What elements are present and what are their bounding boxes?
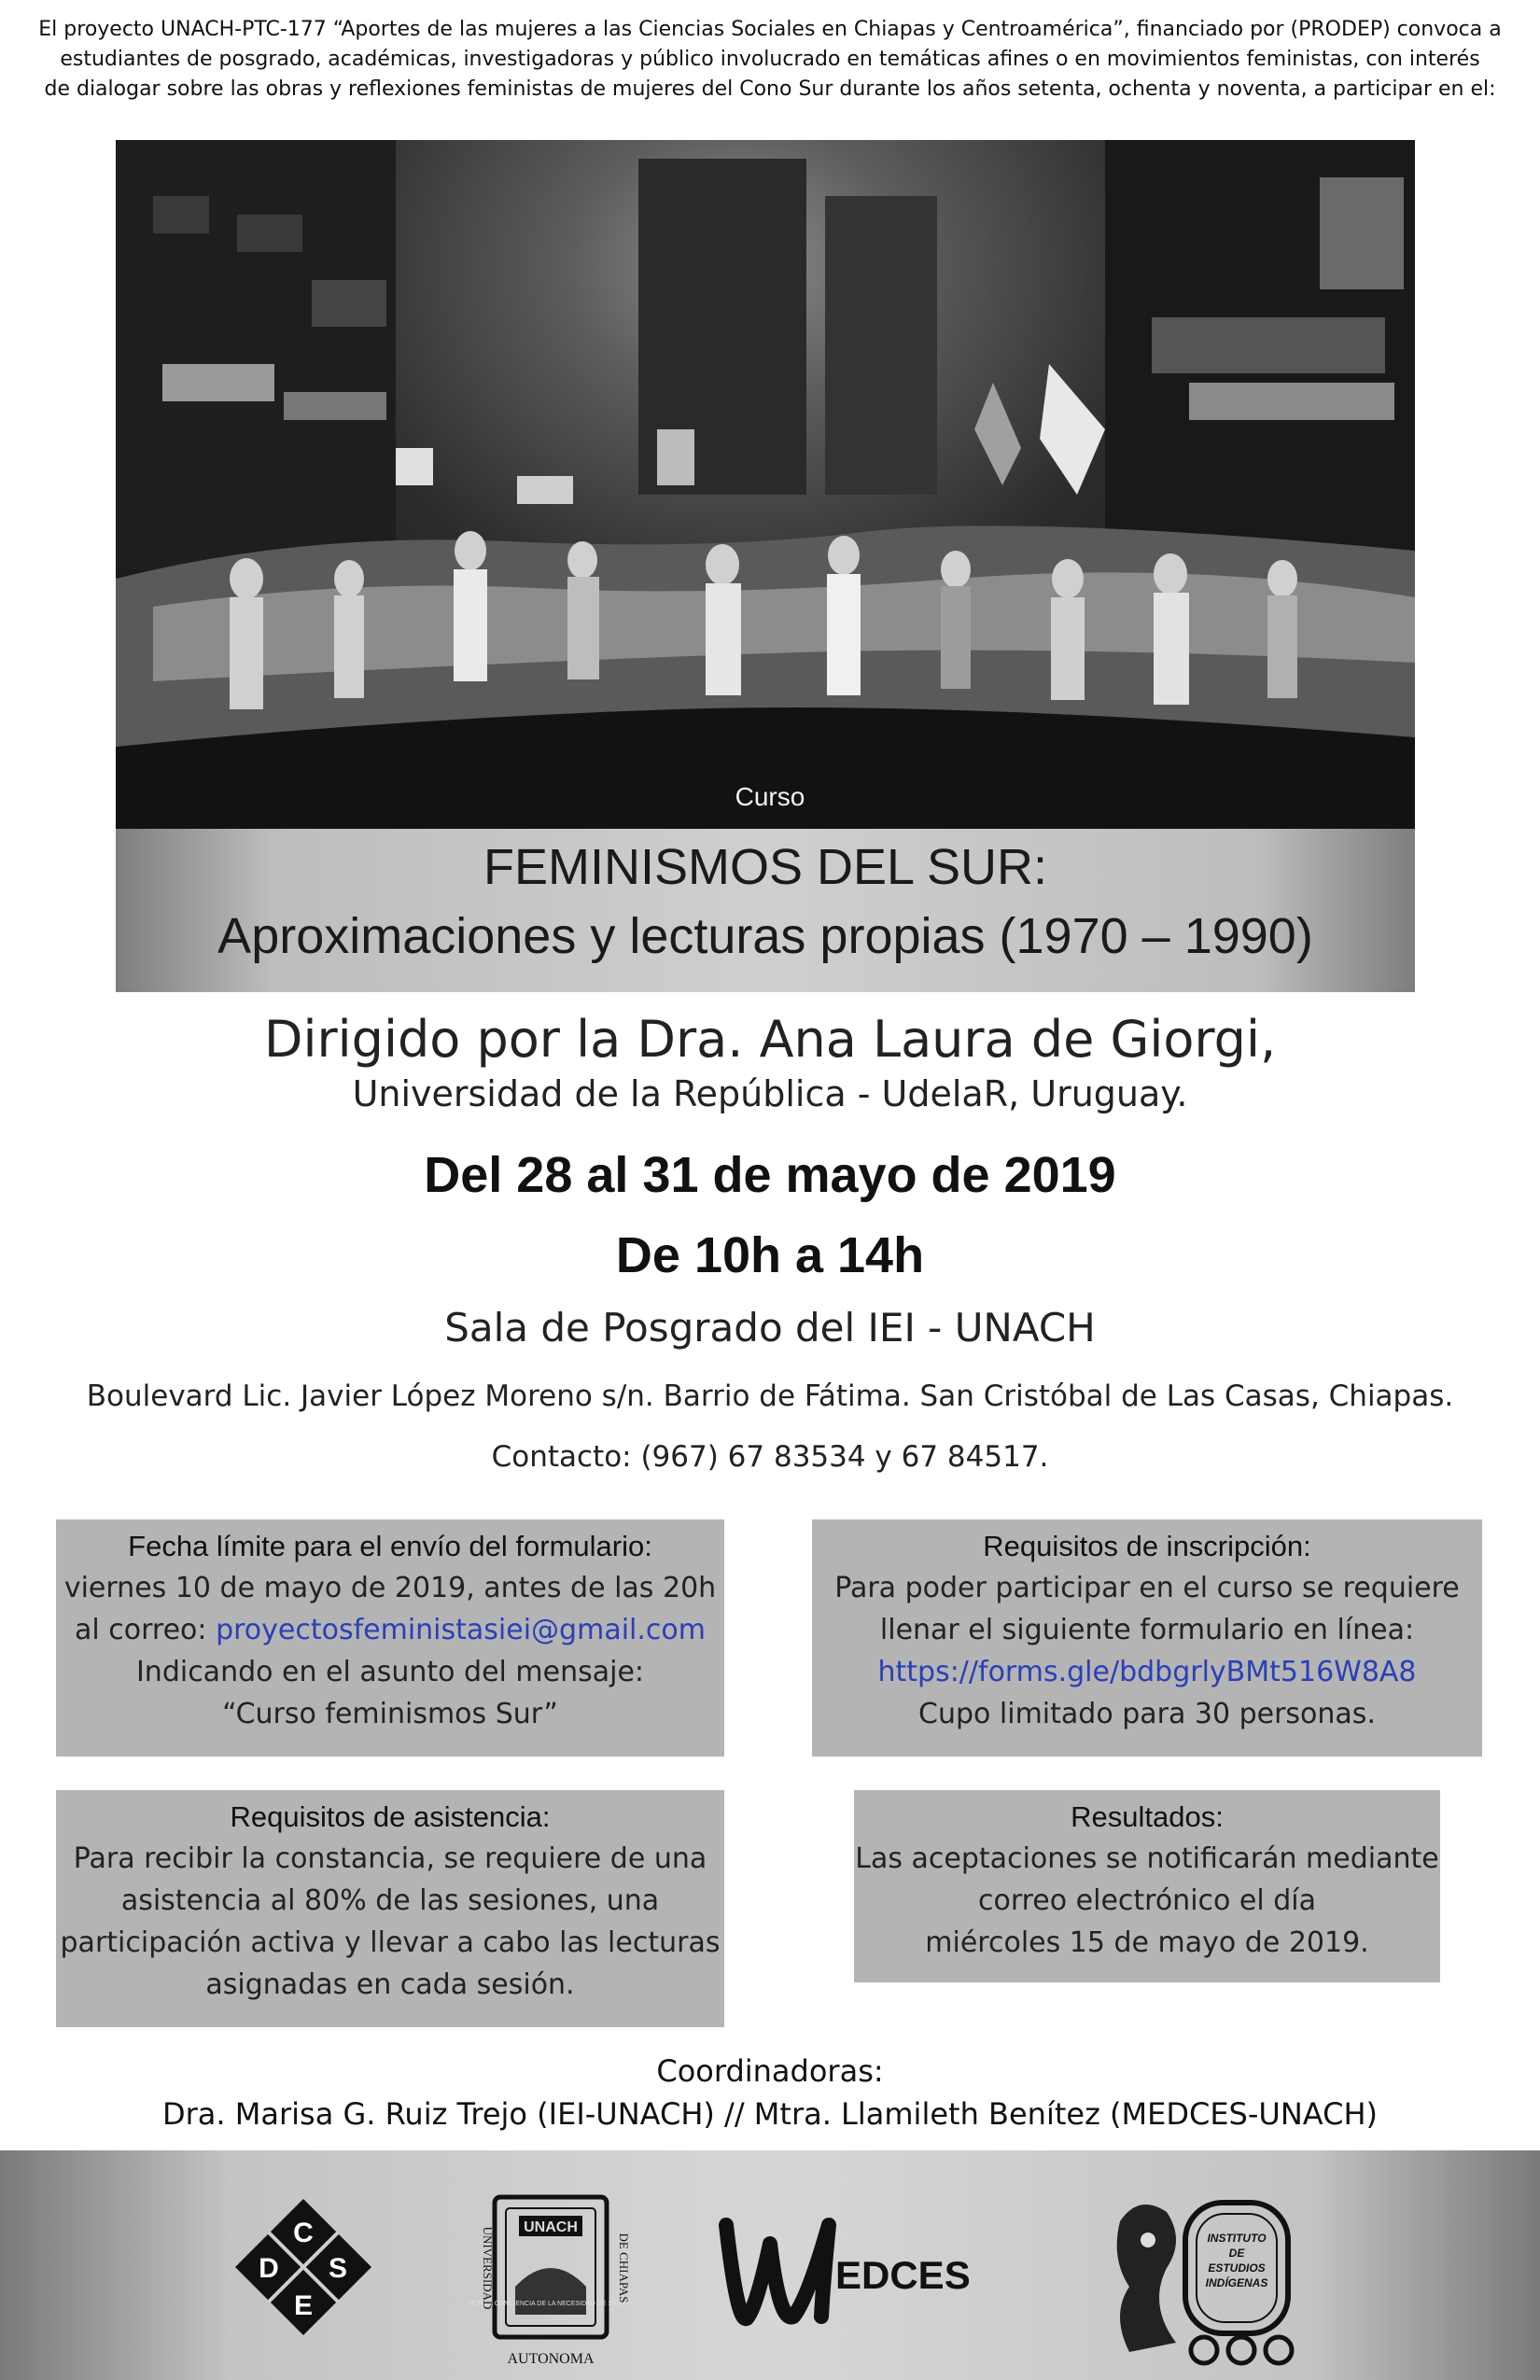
registration-heading: Requisitos de inscripción: — [983, 1530, 1311, 1562]
cdes-letter-c: C — [293, 2218, 314, 2248]
coordinators-names: Dra. Marisa G. Ruiz Trejo (IEI-UNACH) // Mtra. Llamileth Benítez (MEDCES-UNACH) — [162, 2096, 1378, 2132]
attendance-heading: Requisitos de asistencia: — [230, 1800, 551, 1833]
course-subtitle: Aproximaciones y lecturas propias (1970 – 1990) — [217, 908, 1313, 964]
attendance-box — [56, 1790, 724, 2027]
medces-text: EDCES — [835, 2253, 971, 2297]
deadline-line: Indicando en el asunto del mensaje: — [135, 1656, 645, 1688]
medces-logo — [719, 2206, 1045, 2328]
cdes-letter-s: S — [328, 2253, 348, 2284]
coordinators-title: Coordinadoras: — [656, 2053, 884, 2089]
results-line: correo electrónico el día — [977, 1884, 1317, 1917]
registration-line: llenar el siguiente formulario en línea: — [879, 1614, 1415, 1646]
attendance-line: asistencia al 80% de las sesiones, una — [120, 1884, 660, 1917]
registration-line: Para poder participar en el curso se requiere — [834, 1572, 1460, 1604]
iei-logo — [1111, 2184, 1307, 2371]
deadline-email-line — [56, 1609, 724, 1651]
deadline-line: “Curso feminismos Sur” — [222, 1698, 558, 1730]
attendance-line: Para recibir la constancia, se requiere de una — [73, 1842, 707, 1875]
unach-right-text: DE CHIAPAS — [617, 2233, 631, 2303]
cdes-letter-d: D — [259, 2253, 279, 2284]
deadline-line: viernes 10 de mayo de 2019, antes de las 20h — [63, 1572, 717, 1604]
deadline-box — [56, 1519, 724, 1757]
course-label: Curso — [735, 782, 805, 811]
registration-line: Cupo limitado para 30 personas. — [918, 1698, 1376, 1730]
iei-text-line: ESTUDIOS — [1208, 2261, 1266, 2275]
intro-paragraph — [19, 15, 1521, 105]
deadline-email-link[interactable]: proyectosfeministasiei@gmail.com — [216, 1614, 706, 1646]
intro-line: de dialogar sobre las obras y reflexiones feministas de mujeres del Cono Sur durante los años setenta, ochenta y noventa, a participar en el: — [44, 77, 1496, 101]
registration-form-link[interactable]: https://forms.gle/bdbgrlyBMt516W8A8 — [877, 1656, 1417, 1688]
iei-text-line: DE — [1228, 2247, 1245, 2260]
course-hours: De 10h a 14h — [615, 1227, 925, 1283]
deadline-email-prefix: al correo: — [75, 1614, 217, 1646]
results-line: miércoles 15 de mayo de 2019. — [925, 1926, 1369, 1959]
iei-text-line: INSTITUTO — [1207, 2232, 1267, 2245]
title-band — [116, 829, 1415, 992]
university-line: Universidad de la República - UdelaR, Uruguay. — [352, 1073, 1188, 1114]
unach-motto: POR LA CONCIENCIA DE LA NECESIDAD DE SERVIR — [469, 2301, 633, 2307]
iei-text-line: INDÍGENAS — [1205, 2276, 1268, 2289]
course-dates: Del 28 al 31 de mayo de 2019 — [424, 1147, 1116, 1203]
unach-badge-text: UNACH — [524, 2219, 578, 2235]
course-title: FEMINISMOS DEL SUR: — [483, 839, 1048, 895]
unach-logo — [457, 2184, 644, 2371]
deadline-heading: Fecha límite para el envío del formulario: — [128, 1530, 652, 1562]
director-line: Dirigido por la Dra. Ana Laura de Giorgi, — [263, 1010, 1277, 1069]
attendance-line: participación activa y llevar a cabo las lecturas — [60, 1926, 721, 1959]
cdes-letter-e: E — [293, 2290, 314, 2321]
intro-line: El proyecto UNACH-PTC-177 “Aportes de las mujeres a las Ciencias Sociales en Chiapas y Centroamérica”, financiado por (PRODEP) convoca a — [38, 18, 1502, 41]
results-heading: Resultados: — [1071, 1800, 1224, 1833]
intro-line: estudiantes de posgrado, académicas, investigadoras y público involucrado en temáticas afines o en movimientos feministas, con interés — [60, 48, 1480, 71]
results-box — [854, 1790, 1440, 1982]
unach-bottom-text: AUTONOMA — [507, 2351, 595, 2367]
attendance-line: asignadas en cada sesión. — [205, 1968, 575, 2001]
cdes-logo — [233, 2197, 373, 2337]
course-room: Sala de Posgrado del IEI - UNACH — [444, 1305, 1096, 1351]
results-line: Las aceptaciones se notificarán mediante — [855, 1842, 1439, 1875]
unach-left-text: UNIVERSIDAD — [481, 2226, 495, 2310]
march-photo-illustration — [116, 140, 1415, 829]
registration-box — [812, 1519, 1482, 1757]
venue-address: Boulevard Lic. Javier López Moreno s/n. Barrio de Fátima. San Cristóbal de Las Casas, Chiapas. — [86, 1379, 1454, 1413]
contact-phones: Contacto: (967) 67 83534 y 67 84517. — [491, 1440, 1049, 1474]
logo-footer — [0, 2150, 1540, 2380]
march-photo — [116, 140, 1415, 829]
